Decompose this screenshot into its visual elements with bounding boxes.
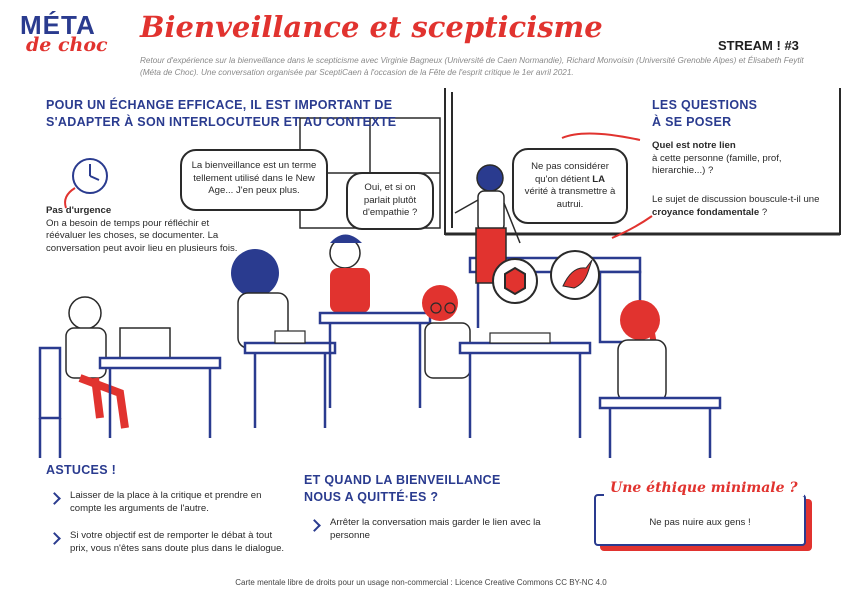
student-laptop-left — [40, 297, 220, 458]
speech-bubble-verite — [512, 148, 628, 224]
urgence-text: On a besoin de temps pour réfléchir et réévaluer les choses, se documenter. La conversation peut avoir lieu en plusieurs fois. — [46, 217, 238, 254]
urgence-title: Pas d'urgence — [46, 205, 112, 216]
astuces-heading: ASTUCES ! — [46, 463, 117, 477]
question-croyance-post: ? — [759, 206, 768, 218]
chevron-right-icon — [308, 519, 321, 532]
student-dark-hair — [231, 249, 335, 428]
ethique-title: Une éthique minimale ? — [604, 480, 804, 496]
question-lien-rest: à cette personne (famille, prof, hierarchie...) ? — [652, 152, 782, 176]
astuce-tip-2: Si votre objectif est de remporter le débat à tout prix, vous n'êtes sans doute plus dans le dialogue. — [70, 530, 285, 554]
logo-de-choc: de choc — [26, 34, 108, 56]
thought-bubble-cube — [493, 259, 537, 303]
chevron-right-icon — [48, 492, 61, 505]
astuce-tip-1: Laisser de la place à la critique et prendre en compte les arguments de l'autre. — [70, 490, 262, 514]
page-title: Bienveillance et scepticisme — [140, 10, 603, 44]
student-glasses — [422, 285, 590, 438]
questions-heading-line1: LES QUESTIONS — [652, 98, 758, 112]
left-heading — [46, 97, 446, 131]
logo-meta: MÉTA — [20, 10, 96, 40]
chevron-right-icon — [48, 532, 61, 545]
student-red-shirt — [320, 235, 430, 409]
speech-bubble-new-age: La bienveillance est un terme tellement utilisé dans le New Age... J'en peux plus. — [180, 149, 328, 211]
questions-heading — [652, 97, 832, 131]
questions-heading-line2: À SE POSER — [652, 115, 732, 129]
stream-label: STREAM ! #3 — [718, 38, 799, 53]
urgence-block — [46, 205, 246, 255]
clock-icon — [73, 159, 107, 193]
question-croyance-pre: Le sujet de discussion bouscule-t-il une — [652, 194, 820, 205]
bienveillance-heading — [304, 472, 584, 506]
bienveillance-heading-line2: NOUS A QUITTÉ·ES ? — [304, 490, 439, 504]
question-croyance-bold: croyance fondamentale — [652, 206, 760, 218]
page-subtitle: Retour d'expérience sur la bienveillance dans le scepticisme avec Virginie Bagneux (Université de Caen Normandie), Richard Monvoisin (Université Grenoble Alpes) et Élisabeth Feytit (Méta de Choc). Une conversation organisée par SceptiCaen à l'occasion de la Fête de l'esprit critique le 1er avril 2021. — [140, 56, 804, 77]
bubble3-pre: Ne pas considérer qu'on détient — [531, 161, 609, 185]
footer-license: Carte mentale libre de droits pour un usage non-commercial : Licence Creative Commons CC BY-NC 4.0 — [235, 578, 607, 587]
bienveillance-heading-line1: ET QUAND LA BIENVEILLANCE — [304, 473, 501, 487]
speech-bubble-empathie: Oui, et si on parlait plutôt d'empathie ? — [346, 172, 434, 230]
question-lien — [652, 140, 832, 178]
bubble3-post: vérité à transmettre à autrui. — [524, 186, 616, 210]
ethique-text: Ne pas nuire aux gens ! — [649, 517, 751, 528]
thought-bubble-unicorn — [551, 251, 599, 299]
bienveillance-tip-1: Arrêter la conversation mais garder le lien avec la personne — [330, 517, 541, 541]
question-lien-bold: Quel est notre lien — [652, 140, 736, 151]
left-heading-line1: POUR UN ÉCHANGE EFFICACE, IL EST IMPORTANT DE — [46, 98, 393, 112]
left-heading-line2: S'ADAPTER À SON INTERLOCUTEUR ET AU CONTEXTE — [46, 115, 397, 129]
bubble3-bold: LA — [592, 173, 606, 185]
question-croyance — [652, 194, 832, 219]
